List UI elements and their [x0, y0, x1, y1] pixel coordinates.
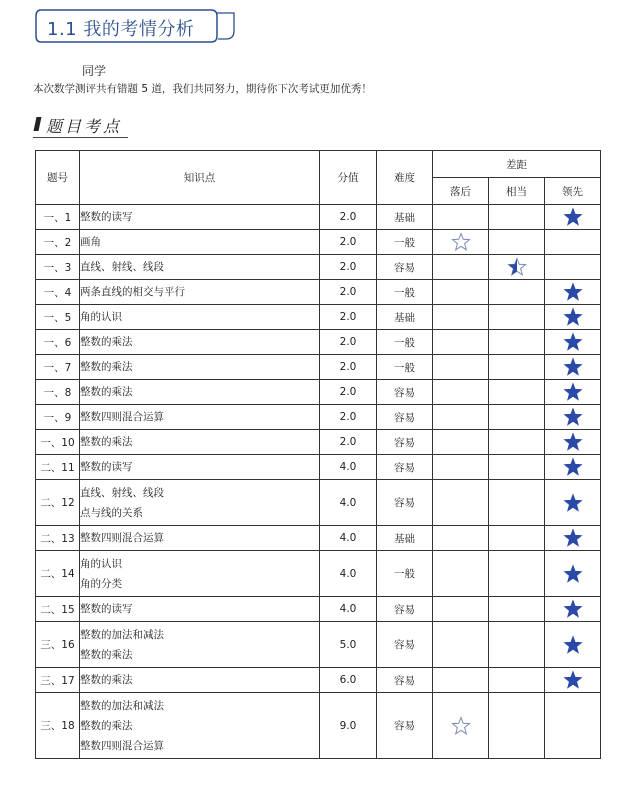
student-label: 同学	[82, 64, 107, 78]
knowledge-point-line: 点与线的关系	[80, 506, 143, 519]
question-number: 二、14	[36, 551, 80, 597]
gap-equal-cell	[489, 355, 545, 380]
gap-behind-cell	[433, 430, 489, 455]
score-value: 2.0	[320, 280, 377, 305]
question-number: 二、12	[36, 480, 80, 526]
knowledge-point	[80, 405, 320, 430]
difficulty-value: 容易	[377, 622, 433, 668]
gap-lead-cell	[545, 230, 601, 255]
score-value: 2.0	[320, 380, 377, 405]
gap-behind-cell	[433, 305, 489, 330]
knowledge-point	[80, 551, 320, 597]
difficulty-value: 一般	[377, 355, 433, 380]
gap-equal-cell	[489, 205, 545, 230]
star-icon	[563, 568, 583, 580]
difficulty-value: 一般	[377, 330, 433, 355]
difficulty-value: 一般	[377, 551, 433, 597]
gap-behind-cell	[433, 330, 489, 355]
difficulty-value: 容易	[377, 380, 433, 405]
knowledge-point	[80, 480, 320, 526]
question-number: 二、15	[36, 597, 80, 622]
gap-equal-cell	[489, 405, 545, 430]
exam-topic-table	[35, 150, 601, 759]
score-value: 2.0	[320, 230, 377, 255]
knowledge-point-line: 整数的乘法	[80, 436, 133, 448]
table-row	[36, 455, 601, 480]
table-row	[36, 526, 601, 551]
star-icon	[563, 639, 583, 651]
score-value: 2.0	[320, 405, 377, 430]
gap-equal-cell	[489, 693, 545, 759]
knowledge-point-line: 整数的乘法	[80, 361, 133, 373]
gap-behind-cell	[433, 255, 489, 280]
table-row	[36, 597, 601, 622]
knowledge-point	[80, 380, 320, 405]
gap-lead-cell	[545, 455, 601, 480]
difficulty-value: 容易	[377, 480, 433, 526]
knowledge-point-line: 整数的读写	[80, 461, 133, 473]
gap-behind-cell	[433, 693, 489, 759]
knowledge-point-line: 整数的读写	[80, 603, 133, 615]
score-value: 4.0	[320, 480, 377, 526]
score-value: 5.0	[320, 622, 377, 668]
knowledge-point-line: 角的认识	[80, 557, 122, 570]
gap-lead-cell	[545, 355, 601, 380]
score-value: 2.0	[320, 305, 377, 330]
difficulty-value: 一般	[377, 280, 433, 305]
knowledge-point-line: 角的认识	[80, 311, 122, 323]
knowledge-point-line: 整数四则混合运算	[80, 532, 164, 544]
table-row	[36, 305, 601, 330]
half-star-icon	[507, 261, 527, 273]
star-outline-icon	[451, 236, 471, 248]
question-number: 一、10	[36, 430, 80, 455]
score-value: 2.0	[320, 330, 377, 355]
question-number: 三、18	[36, 693, 80, 759]
question-number: 一、2	[36, 230, 80, 255]
knowledge-point-line: 整数的乘法	[80, 648, 133, 661]
question-number: 一、9	[36, 405, 80, 430]
knowledge-point	[80, 526, 320, 551]
knowledge-point-line: 整数的乘法	[80, 674, 133, 686]
subsection-title: 题目考点	[46, 117, 123, 136]
section-title-tab	[35, 9, 235, 42]
gap-lead-cell	[545, 255, 601, 280]
gap-lead-cell	[545, 668, 601, 693]
knowledge-point	[80, 230, 320, 255]
knowledge-point	[80, 280, 320, 305]
star-icon	[563, 361, 583, 373]
gap-equal-cell	[489, 597, 545, 622]
difficulty-value: 基础	[377, 526, 433, 551]
knowledge-point	[80, 205, 320, 230]
intro-text: 本次数学测评共有错题 5 道，我们共同努力，期待你下次考试更加优秀！	[33, 83, 372, 95]
star-icon	[563, 461, 583, 473]
header-topic: 知识点	[80, 151, 320, 205]
gap-equal-cell	[489, 305, 545, 330]
knowledge-point-line: 直线、射线、线段	[80, 486, 164, 499]
knowledge-point-line: 角的分类	[80, 577, 122, 590]
difficulty-value: 容易	[377, 255, 433, 280]
header-score: 分值	[320, 151, 377, 205]
gap-equal-cell	[489, 668, 545, 693]
difficulty-value: 容易	[377, 405, 433, 430]
knowledge-point-line: 整数的乘法	[80, 386, 133, 398]
knowledge-point	[80, 597, 320, 622]
gap-equal-cell	[489, 255, 545, 280]
difficulty-value: 容易	[377, 455, 433, 480]
table-row	[36, 405, 601, 430]
knowledge-point	[80, 355, 320, 380]
gap-behind-cell	[433, 405, 489, 430]
score-value: 4.0	[320, 455, 377, 480]
question-number: 三、17	[36, 668, 80, 693]
star-icon	[563, 386, 583, 398]
star-icon	[563, 286, 583, 298]
gap-behind-cell	[433, 597, 489, 622]
knowledge-point-line: 直线、射线、线段	[80, 261, 164, 273]
knowledge-point-line: 画角	[80, 236, 101, 248]
question-number: 三、16	[36, 622, 80, 668]
question-number: 二、13	[36, 526, 80, 551]
knowledge-point	[80, 455, 320, 480]
header-num: 题号	[36, 151, 80, 205]
question-number: 一、7	[36, 355, 80, 380]
gap-equal-cell	[489, 380, 545, 405]
star-icon	[563, 497, 583, 509]
difficulty-value: 容易	[377, 693, 433, 759]
question-number: 一、5	[36, 305, 80, 330]
gap-behind-cell	[433, 380, 489, 405]
table-row	[36, 480, 601, 526]
question-number: 一、3	[36, 255, 80, 280]
table-row	[36, 255, 601, 280]
knowledge-point-line: 整数的加法和减法	[80, 699, 164, 712]
gap-lead-cell	[545, 405, 601, 430]
header-gap: 差距	[433, 151, 601, 178]
score-value: 9.0	[320, 693, 377, 759]
knowledge-point-line: 整数的乘法	[80, 336, 133, 348]
knowledge-point-line: 两条直线的相交与平行	[80, 286, 185, 298]
gap-behind-cell	[433, 480, 489, 526]
table-row	[36, 230, 601, 255]
knowledge-point	[80, 430, 320, 455]
score-value: 4.0	[320, 597, 377, 622]
gap-equal-cell	[489, 480, 545, 526]
question-number: 一、1	[36, 205, 80, 230]
difficulty-value: 容易	[377, 430, 433, 455]
section-title: 1.1 我的考情分析	[47, 19, 195, 40]
gap-lead-cell	[545, 526, 601, 551]
gap-equal-cell	[489, 430, 545, 455]
star-outline-icon	[451, 720, 471, 732]
table-row	[36, 330, 601, 355]
gap-lead-cell	[545, 330, 601, 355]
gap-behind-cell	[433, 280, 489, 305]
gap-lead-cell	[545, 622, 601, 668]
table-body	[36, 205, 601, 759]
difficulty-value: 一般	[377, 230, 433, 255]
knowledge-point-line: 整数的读写	[80, 211, 133, 223]
gap-behind-cell	[433, 668, 489, 693]
gap-equal-cell	[489, 230, 545, 255]
table-row	[36, 205, 601, 230]
table-row	[36, 622, 601, 668]
gap-equal-cell	[489, 330, 545, 355]
header-difficulty: 难度	[377, 151, 433, 205]
gap-equal-cell	[489, 455, 545, 480]
star-icon	[563, 603, 583, 615]
gap-lead-cell	[545, 693, 601, 759]
question-number: 一、4	[36, 280, 80, 305]
table-row	[36, 380, 601, 405]
difficulty-value: 基础	[377, 305, 433, 330]
gap-equal-cell	[489, 551, 545, 597]
gap-equal-cell	[489, 526, 545, 551]
score-value: 4.0	[320, 526, 377, 551]
gap-behind-cell	[433, 622, 489, 668]
header-lead: 领先	[545, 178, 601, 205]
score-value: 6.0	[320, 668, 377, 693]
knowledge-point	[80, 693, 320, 759]
score-value: 2.0	[320, 430, 377, 455]
gap-behind-cell	[433, 230, 489, 255]
gap-lead-cell	[545, 480, 601, 526]
table-row	[36, 693, 601, 759]
score-value: 4.0	[320, 551, 377, 597]
score-value: 2.0	[320, 255, 377, 280]
star-icon	[563, 311, 583, 323]
header-behind: 落后	[433, 178, 489, 205]
table-row	[36, 551, 601, 597]
table-row	[36, 355, 601, 380]
gap-lead-cell	[545, 305, 601, 330]
star-icon	[563, 211, 583, 223]
table-row	[36, 430, 601, 455]
gap-behind-cell	[433, 526, 489, 551]
knowledge-point	[80, 622, 320, 668]
star-icon	[563, 674, 583, 686]
score-value: 2.0	[320, 355, 377, 380]
knowledge-point	[80, 668, 320, 693]
table-row	[36, 280, 601, 305]
star-icon	[563, 411, 583, 423]
knowledge-point-line: 整数四则混合运算	[80, 411, 164, 423]
star-icon	[563, 436, 583, 448]
gap-lead-cell	[545, 551, 601, 597]
question-number: 一、8	[36, 380, 80, 405]
knowledge-point-line: 整数四则混合运算	[80, 739, 164, 752]
gap-lead-cell	[545, 280, 601, 305]
difficulty-value: 容易	[377, 597, 433, 622]
gap-behind-cell	[433, 551, 489, 597]
gap-behind-cell	[433, 205, 489, 230]
difficulty-value: 容易	[377, 668, 433, 693]
knowledge-point-line: 整数的加法和减法	[80, 628, 164, 641]
gap-lead-cell	[545, 205, 601, 230]
knowledge-point	[80, 305, 320, 330]
gap-behind-cell	[433, 355, 489, 380]
knowledge-point	[80, 330, 320, 355]
star-icon	[563, 336, 583, 348]
gap-equal-cell	[489, 280, 545, 305]
score-value: 2.0	[320, 205, 377, 230]
gap-lead-cell	[545, 597, 601, 622]
question-number: 二、11	[36, 455, 80, 480]
gap-lead-cell	[545, 430, 601, 455]
knowledge-point	[80, 255, 320, 280]
gap-equal-cell	[489, 622, 545, 668]
difficulty-value: 基础	[377, 205, 433, 230]
subsection-heading	[33, 113, 128, 138]
heading-marker	[34, 117, 42, 131]
knowledge-point-line: 整数的乘法	[80, 719, 133, 732]
table-row	[36, 668, 601, 693]
star-icon	[563, 532, 583, 544]
gap-behind-cell	[433, 455, 489, 480]
header-equal: 相当	[489, 178, 545, 205]
gap-lead-cell	[545, 380, 601, 405]
question-number: 一、6	[36, 330, 80, 355]
